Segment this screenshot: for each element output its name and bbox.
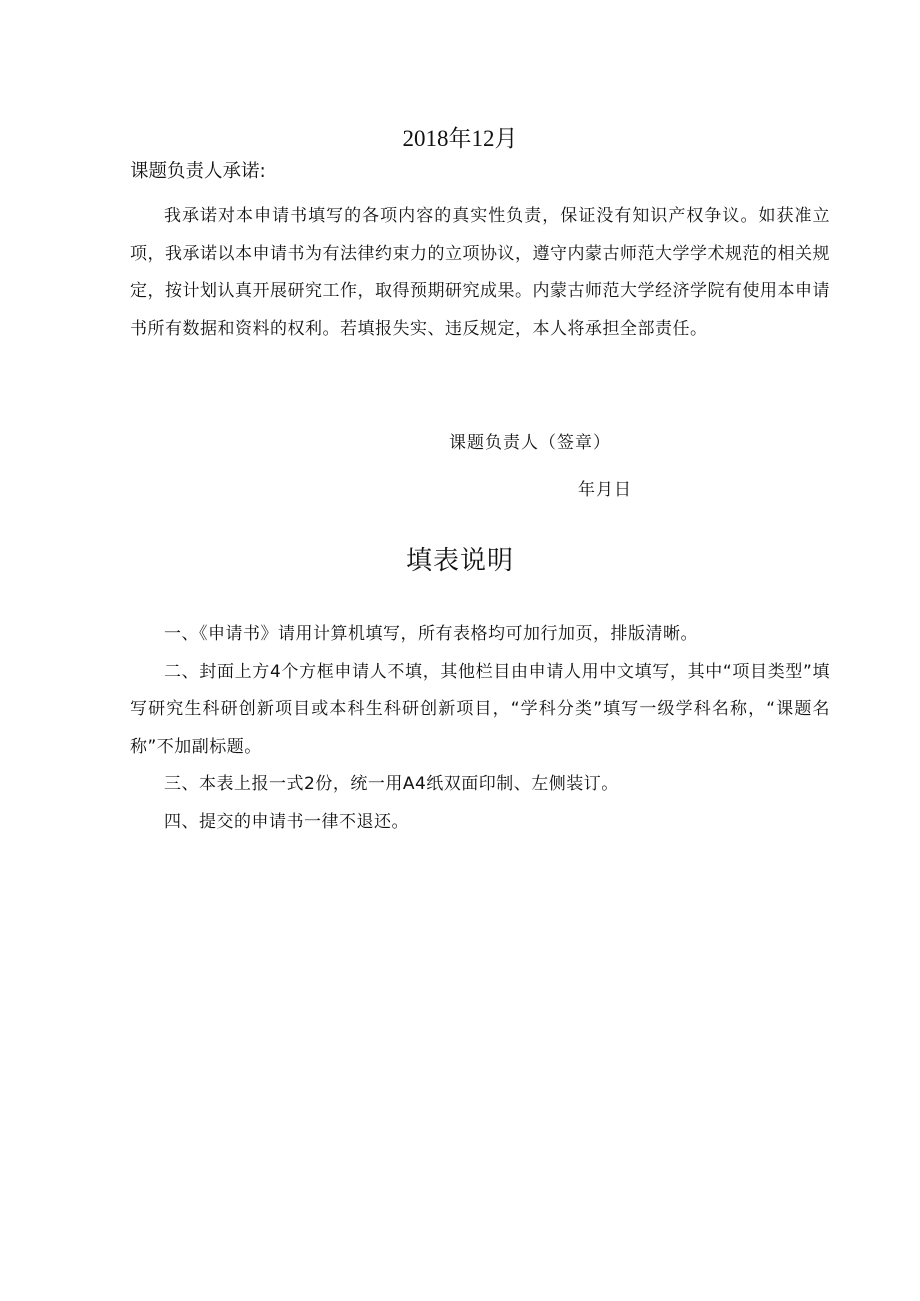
sign-date-label: 年月日 — [578, 480, 632, 500]
instructions-list — [130, 616, 830, 841]
instruction-item: 一、《申请书》请用计算机填写，所有表格均可加行加页，排版清晰。 — [164, 624, 698, 644]
signer-label: 课题负责人（签章） — [449, 433, 611, 453]
instruction-item: 三、本表上报一式2份，统一用A4纸双面印制、左侧装订。 — [164, 774, 619, 794]
instruction-item: 二、封面上方4个方框申请人不填，其他栏目由申请人用中文填写，其中“项目类型”填写研究生科研创新项目或本科生科研创新项目，“学科分类”填写一级学科名称，“课题名称”不加副标题。 — [130, 661, 830, 757]
instructions-title: 填表说明 — [405, 546, 514, 576]
pledge-heading: 课题负责人承诺: — [130, 161, 266, 182]
pledge-body: 我承诺对本申请书填写的各项内容的真实性负责，保证没有知识产权争议。如获准立项，我承诺以本申请书为有法律约束力的立项协议，遵守内蒙古师范大学学术规范的相关规定，按计划认真开展研究工作，取得预期研究成果。内蒙古师范大学经济学院有使用本申请书所有数据和资料的权利。若填报失实、违反规定，本人将承担全部责任。 — [130, 206, 830, 339]
document-date: 2018年12月 — [402, 126, 518, 151]
instruction-item: 四、提交的申请书一律不退还。 — [164, 811, 409, 832]
